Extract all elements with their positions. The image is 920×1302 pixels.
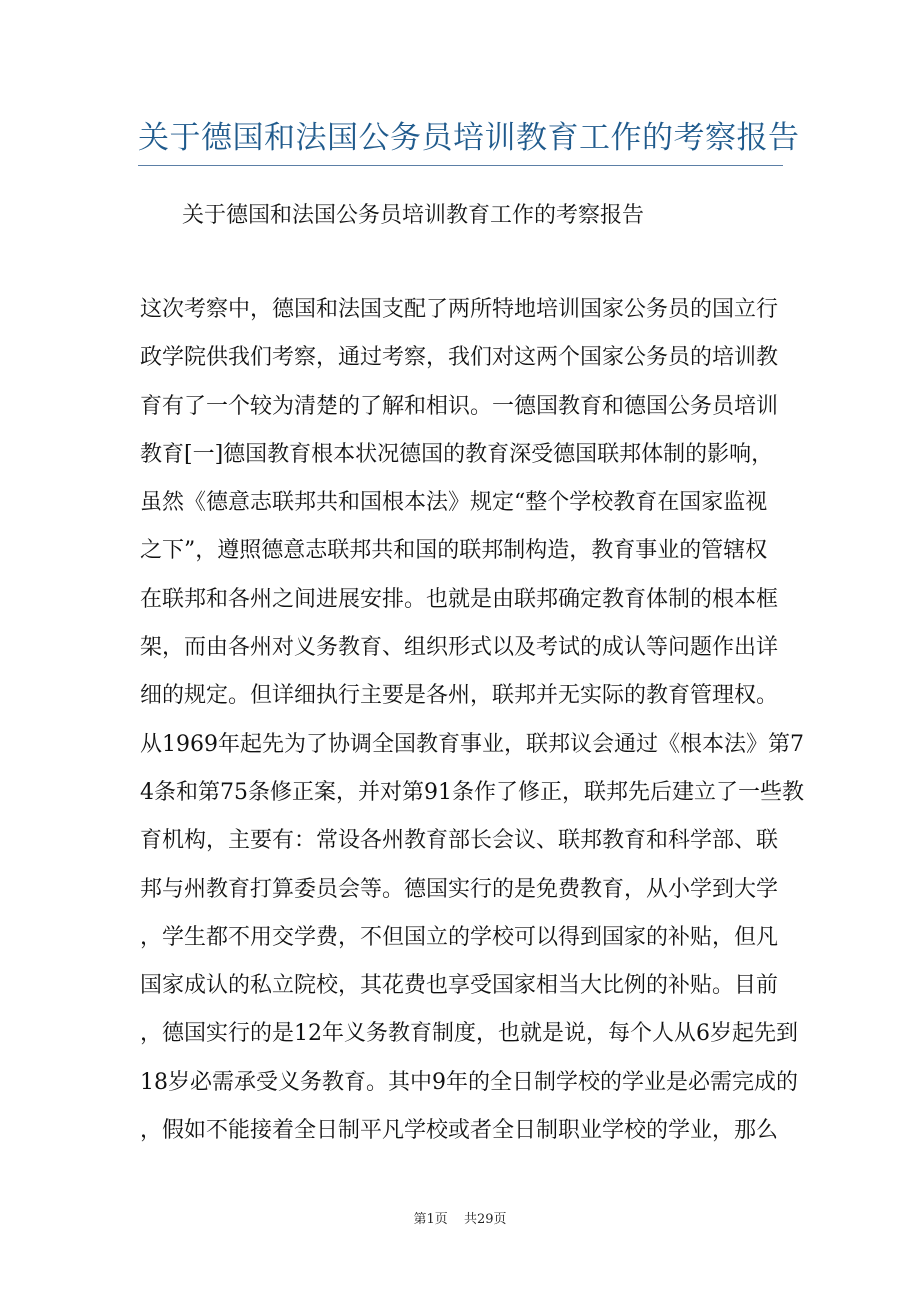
body-line: 之下”，遵照德意志联邦共和国的联邦制构造，教育事业的管辖权	[140, 538, 768, 564]
page-footer	[0, 1208, 920, 1227]
body-line: 这次考察中，德国和法国支配了两所特地培训国家公务员的国立行	[140, 297, 779, 322]
body-line: 4条和第75条修正案，并对第91条作了修正，联邦先后建立了一些教	[140, 779, 804, 805]
body-line: 细的规定。但详细执行主要是各州，联邦并无实际的教育管理权。	[140, 683, 779, 709]
body-line: 育机构，主要有：常设各州教育部长会议、联邦教育和科学部、联	[140, 828, 779, 854]
body-line: 在联邦和各州之间进展安排。也就是由联邦确定教育体制的根本框	[140, 586, 779, 612]
page-number: 第1页	[413, 1212, 448, 1227]
body-line: 18岁必需承受义务教育。其中9年的全日制学校的学业是必需完成的	[140, 1069, 798, 1095]
document-title: 关于德国和法国公务员培训教育工作的考察报告	[138, 120, 800, 156]
body-line: 国家成认的私立院校，其花费也享受国家相当大比例的补贴。目前	[140, 973, 779, 999]
body-line: 教育[一]德国教育根本状况德国的教育深受德国联邦体制的影响，	[140, 441, 774, 467]
body-line: ，假如不能接着全日制平凡学校或者全日制职业学校的学业，那么	[140, 1118, 779, 1144]
body-line: 育有了一个较为清楚的了解和相识。一德国教育和德国公务员培训	[140, 393, 779, 419]
body-line: 政学院供我们考察，通过考察，我们对这两个国家公务员的培训教	[140, 345, 779, 371]
body-line: 架，而由各州对义务教育、组织形式以及考试的成认等问题作出详	[140, 635, 779, 661]
body-line: 邦与州教育打算委员会等。德国实行的是免费教育，从小学到大学	[140, 876, 779, 902]
document-subtitle: 关于德国和法国公务员培训教育工作的考察报告	[182, 203, 645, 228]
title-underline	[138, 165, 783, 166]
body-line: 从1969年起先为了协调全国教育事业，联邦议会通过《根本法》第7	[140, 731, 804, 757]
body-line: 虽然《德意志联邦共和国根本法》规定“整个学校教育在国家监视	[140, 490, 768, 516]
body-text	[140, 292, 804, 1161]
body-line: ，德国实行的是12年义务教育制度，也就是说，每个人从6岁起先到	[140, 1021, 798, 1047]
page-total: 共29页	[463, 1212, 507, 1227]
body-line: ，学生都不用交学费，不但国立的学校可以得到国家的补贴，但凡	[140, 924, 779, 950]
